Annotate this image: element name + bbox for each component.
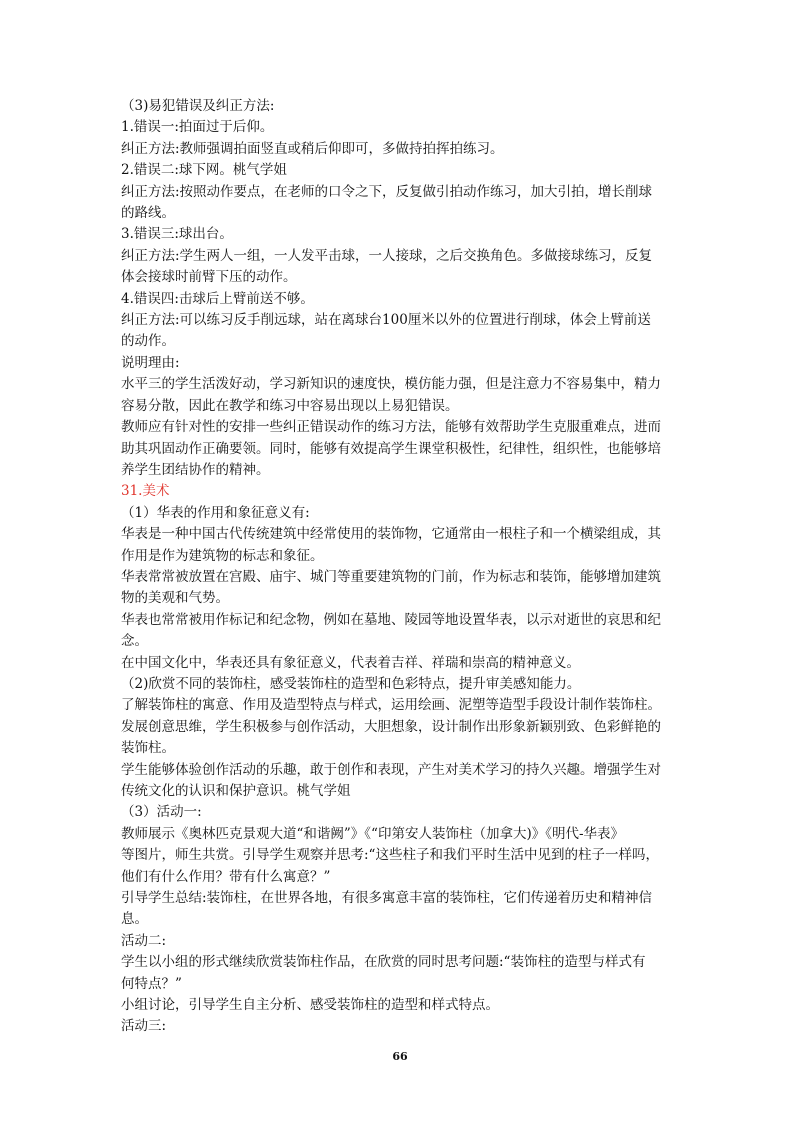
text-line: 1.错误一:拍面过于后仰。 xyxy=(121,119,274,136)
text-line: （1）华表的作用和象征意义有: xyxy=(121,504,310,521)
text-line: （2)欣赏不同的装饰柱，感受装饰柱的造型和色彩特点，提升审美感知能力。 xyxy=(121,675,581,692)
document-body xyxy=(121,96,681,1038)
text-line: 华表也常常被用作标记和纪念物，例如在墓地、陵园等地设置华表，以示对逝世的哀思和纪 xyxy=(121,611,661,628)
text-line: （3）活动一: xyxy=(121,804,202,821)
text-line: 了解装饰柱的寓意、作用及造型特点与样式，运用绘画、泥塑等造型手段设计制作装饰柱。 xyxy=(121,697,661,714)
text-line: 活动三: xyxy=(121,1018,167,1035)
text-line: 纠正方法:可以练习反手削远球，站在离球台100厘米以外的位置进行削球，体会上臂前送 xyxy=(121,312,651,329)
text-line: 体会接球时前臂下压的动作。 xyxy=(121,269,297,286)
text-line: 容易分散，因此在教学和练习中容易出现以上易犯错误。 xyxy=(121,397,459,414)
text-line: 活动二: xyxy=(121,932,167,949)
text-line: 息。 xyxy=(121,911,148,928)
text-line: 纠正方法:学生两人一组，一人发平击球，一人接球，之后交换角色。多做接球练习，反复 xyxy=(121,247,653,264)
text-line: 说明理由: xyxy=(121,354,180,371)
text-line: 在中国文化中，华表还具有象征意义，代表着吉祥、祥瑞和崇高的精神意义。 xyxy=(121,654,580,671)
text-line: 的路线。 xyxy=(121,205,175,222)
text-line: 3.错误三:球出台。 xyxy=(121,226,233,243)
text-line: 传统文化的认识和保护意识。桃气学姐 xyxy=(121,783,351,799)
text-line: 作用是作为建筑物的标志和象征。 xyxy=(121,547,324,564)
text-line: 学生以小组的形式继续欣赏装饰柱作品，在欣赏的同时思考问题:“装饰柱的造型与样式有 xyxy=(121,954,646,971)
text-line: 何特点？” xyxy=(121,975,182,992)
text-line: 学生能够体验创作活动的乐趣，敢于创作和表现，产生对美术学习的持久兴趣。增强学生对 xyxy=(121,761,661,778)
text-line: 4.错误四:击球后上臂前送不够。 xyxy=(121,290,314,307)
text-line: 发展创意思维，学生积极参与创作活动，大胆想象，设计制作出形象新颖别致、色彩鲜艳的 xyxy=(121,718,661,735)
text-line: 物的美观和气势。 xyxy=(121,590,229,607)
text-line: 装饰柱。 xyxy=(121,740,175,757)
text-line: 教师展示《奥林匹克景观大道“和谐阙”》《“印第安人装饰柱（加拿大)》《明代-华表》 xyxy=(121,825,625,842)
text-line: 水平三的学生活泼好动，学习新知识的速度快，模仿能力强，但是注意力不容易集中，精力 xyxy=(121,376,661,393)
text-line: 华表是一种中国古代传统建筑中经常使用的装饰物，它通常由一根柱子和一个横梁组成，其 xyxy=(121,526,661,543)
text-line: 纠正方法:教师强调拍面竖直或稍后仰即可，多做持拍挥拍练习。 xyxy=(121,140,504,157)
text-line: 他们有什么作用？带有什么寓意？” xyxy=(121,868,331,885)
page-number: 66 xyxy=(392,1050,408,1063)
text-line: 引导学生总结:装饰柱，在世界各地，有很多寓意丰富的装饰柱，它们传递着历史和精神信 xyxy=(121,890,653,907)
text-line: 教师应有针对性的安排一些纠正错误动作的练习方法，能够有效帮助学生克服重难点，进而 xyxy=(121,419,661,436)
text-line: 的动作。 xyxy=(121,333,175,350)
text-line: （3)易犯错误及纠正方法: xyxy=(121,98,275,114)
text-line: 养学生团结协作的精神。 xyxy=(121,461,270,478)
text-line: 助其巩固动作正确要领。同时，能够有效提高学生课堂积极性，纪律性，组织性，也能够培 xyxy=(121,440,661,457)
text-line: 华表常常被放置在宫殿、庙宇、城门等重要建筑物的门前，作为标志和装饰，能够增加建筑 xyxy=(121,568,661,585)
text-line: 等图片，师生共赏。引导学生观察并思考:“这些柱子和我们平时生活中见到的柱子一样吗， xyxy=(121,847,659,864)
text-line: 纠正方法:按照动作要点，在老师的口令之下，反复做引拍动作练习，加大引拍，增长削球 xyxy=(121,183,653,200)
text-line: 2.错误二:球下网。桃气学姐 xyxy=(121,162,287,179)
text-line: 念。 xyxy=(121,633,148,650)
section-title: 31.美术 xyxy=(121,483,170,500)
text-line: 小组讨论，引导学生自主分析、感受装饰柱的造型和样式特点。 xyxy=(121,997,499,1014)
